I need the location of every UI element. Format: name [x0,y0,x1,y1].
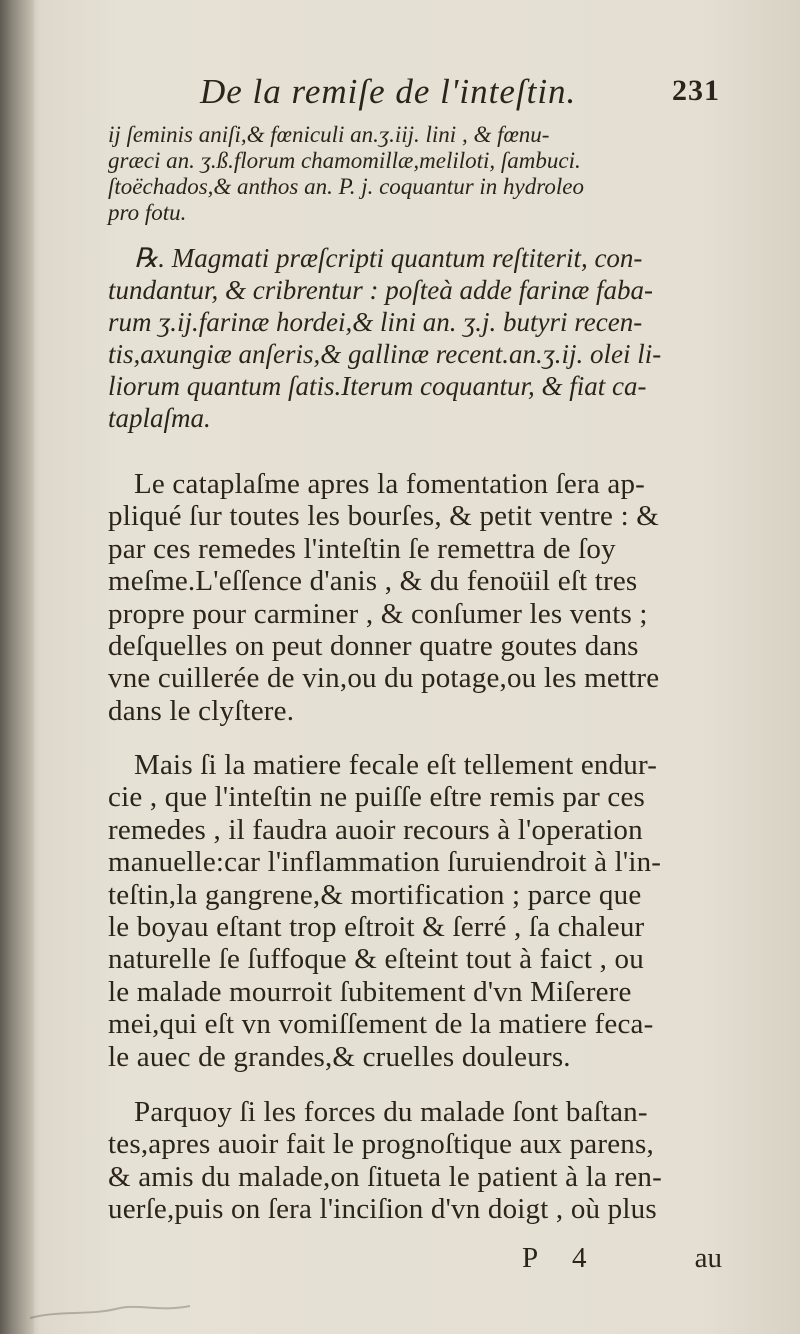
running-head-title: De la remiſe de l'inteſtin. [200,72,577,111]
text-line: par ces remedes l'inteſtin ſe remettra de ſoy [108,532,616,565]
text-line: naturelle ſe ſuffoque & eſteint tout à faict , ou [108,943,644,976]
text-line: taplaſma. [108,403,211,433]
text-line: ℞. Magmati præſcripti quantum reſtiterit, con- [134,243,643,273]
text-line: liorum quantum ſatis.Iterum coquantur, & fiat ca- [108,371,647,401]
text-line: græci an. ʒ.ß.florum chamomillæ,meliloti, ſambuci. [108,148,581,173]
text-line: Parquoy ſi les forces du malade ſont baſtan- [134,1096,648,1128]
text-line: Le cataplaſme apres la fomentation ſera ap- [134,468,646,500]
text-line: le auec de grandes,& cruelles douleurs. [108,1040,571,1073]
text-line: teſtin,la gangrene,& mortification ; parce que [108,878,642,911]
text-line: tis,axungiæ anſeris,& gallinæ recent.an.ʒ.ij. olei li- [108,339,662,369]
text-line: vne cuillerée de vin,ou du potage,ou les mettre [108,662,660,695]
text-line: dans le clyſtere. [108,694,295,727]
text-line: ſtoëchados,& anthos an. P. j. coquantur in hydroleo [108,174,584,199]
text-line: mei,qui eſt vn vomiſſement de la matiere feca- [108,1008,654,1041]
text-line: deſquelles on peut donner quatre goutes dans [108,630,639,663]
text-line: & amis du malade,on ſitueta le patient à la ren- [108,1160,662,1193]
text-line: tundantur, & cribrentur : poſteà adde farinæ faba- [108,275,653,305]
text-line: pro fotu. [108,200,187,225]
text-line: le malade mourroit ſubitement d'vn Miſerere [108,975,632,1008]
text-line: meſme.L'eſſence d'anis , & du fenoüil eſt tres [108,565,638,598]
text-line: Mais ſi la matiere fecale eſt tellement endur- [134,749,658,781]
paragraph-1 [108,468,708,727]
latin-recipe-2 [108,242,708,434]
page-gutter [0,0,34,1334]
signature-mark: P [522,1242,539,1274]
text-line: tes,apres auoir fait le prognoſtique aux parens, [108,1128,654,1161]
running-head [200,72,720,112]
latin-recipe-1 [108,122,708,226]
text-line: ij ſeminis aniſi,& fœniculi an.ʒ.iij. lini , & fœnu- [108,122,550,147]
text-line: le boyau eſtant trop eſtroit & ſerré , ſa chaleur [108,911,645,944]
text-line: pliqué ſur toutes les bourſes, & petit ventre : & [108,500,660,533]
page-number: 231 [672,74,720,107]
signature-number: 4 [572,1242,587,1274]
catchword: au [694,1242,722,1274]
text-line: manuelle:car l'inflammation ſuruiendroit à l'in- [108,846,662,879]
paragraph-2 [108,749,708,1073]
signature-line [522,1242,722,1282]
text-line: propre pour carminer , & conſumer les vents ; [108,597,648,630]
text-line: remedes , il faudra auoir recours à l'operation [108,813,643,846]
ink-bleed-mark [30,1290,190,1320]
text-line: cie , que l'inteſtin ne puiſſe eſtre remis par ces [108,781,646,814]
text-line: rum ʒ.ij.farinæ hordei,& lini an. ʒ.j. butyri recen- [108,307,643,337]
paragraph-3 [108,1096,708,1226]
text-line: uerſe,puis on ſera l'inciſion d'vn doigt , où plus [108,1193,657,1226]
